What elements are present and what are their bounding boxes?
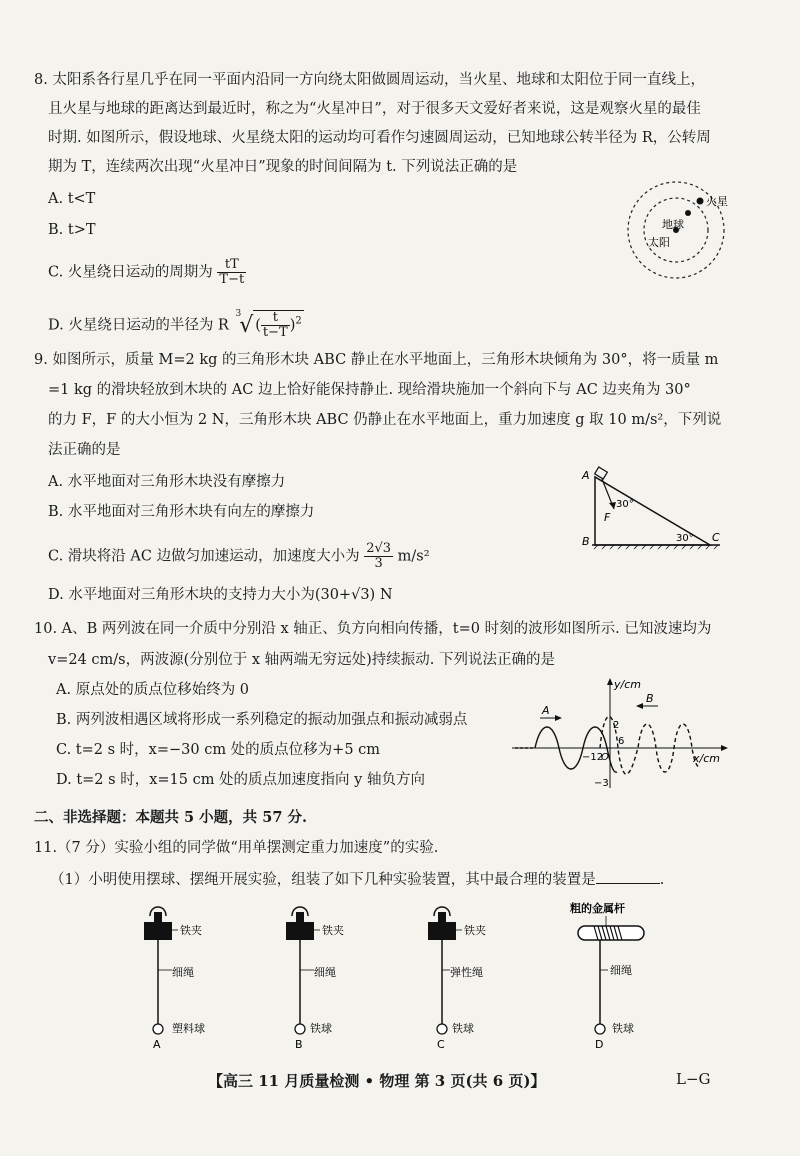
- iron-clamp: [286, 922, 314, 940]
- q8-d-power: 2: [295, 315, 302, 327]
- q9-option-c-num: 2√3: [366, 541, 392, 556]
- wave-b-arrow-head: [636, 703, 643, 709]
- apparatus-c: [404, 900, 514, 1050]
- q9-option-c-den: 3: [374, 556, 383, 571]
- q8-option-d: [48, 310, 304, 340]
- wave-a-label: A: [542, 704, 550, 717]
- mars-label: 火星: [706, 195, 728, 208]
- q8-option-c-den: T−t: [219, 272, 245, 287]
- apparatus-d: [560, 900, 690, 1050]
- q8-line-2: 且火星与地球的距离达到最近时，称之为“火星冲日”，对于很多天文爱好者来说，这是观察火星的最佳: [48, 101, 701, 117]
- apparatus-b: [262, 900, 372, 1050]
- iron-clamp: [428, 922, 456, 940]
- force-f-label: F: [604, 511, 611, 524]
- tick-y-2: 2: [613, 720, 620, 731]
- q9-option-a: A. 水平地面对三角形木块没有摩擦力: [48, 474, 286, 490]
- apparatus-label: B: [295, 1038, 303, 1050]
- pendulum-ball: [437, 1024, 447, 1034]
- section-2-heading: 二、非选择题：本题共 5 小题，共 57 分.: [34, 809, 308, 826]
- q10-line-1: 10. A、B 两列波在同一介质中分别沿 x 轴正、负方向相向传播，t=0 时刻的波形如图所示. 已知波速均为: [34, 621, 712, 637]
- rope-label: 细绳: [172, 966, 194, 979]
- q8-option-c: [48, 258, 246, 287]
- force-arrow-head: [609, 502, 616, 509]
- origin-label: O: [601, 752, 609, 763]
- vertex-a-label: A: [582, 469, 590, 482]
- q9-option-c: [48, 542, 430, 571]
- ball-label: 铁球: [612, 1022, 634, 1035]
- ball-label: 塑料球: [172, 1022, 205, 1035]
- rod-label: 粗的金属杆: [570, 902, 625, 915]
- radical-sign-icon: √: [239, 312, 254, 338]
- clamp-spring: [438, 912, 446, 922]
- q10-option-c: C. t=2 s 时，x=−30 cm 处的质点位移为+5 cm: [56, 742, 381, 758]
- sun-label: 太阳: [648, 236, 670, 249]
- q8-d-num: t: [261, 311, 290, 326]
- tick-x-6: 6: [618, 736, 625, 747]
- q8-option-d-text: D. 火星绕日运动的半径为 R: [48, 317, 229, 334]
- q8-option-c-text: C. 火星绕日运动的周期为: [48, 264, 213, 281]
- answer-blank[interactable]: [596, 869, 660, 884]
- q9-line-2: =1 kg 的滑块轻放到木块的 AC 边上恰好能保持静止. 现给滑块施加一个斜向下与 AC 边夹角为 30°: [48, 382, 691, 398]
- pendulum-ball: [595, 1024, 605, 1034]
- vertex-b-label: B: [582, 535, 590, 548]
- q9-line-3: 的力 F，F 的大小恒为 2 N，三角形木块 ABC 仍静止在水平地面上，重力加速度 g 取 10 m/s²，下列说: [48, 412, 722, 428]
- ball-label: 铁球: [310, 1022, 332, 1035]
- q8-option-c-num: tT: [217, 258, 246, 273]
- apparatus-label: D: [595, 1038, 604, 1050]
- clamp-spring: [154, 912, 162, 922]
- q9-option-b: B. 水平地面对三角形木块有向左的摩擦力: [48, 504, 315, 520]
- apparatus-a: [120, 900, 230, 1050]
- rope-label: 细绳: [610, 964, 632, 977]
- wave-diagram: [510, 676, 735, 791]
- q9-line-4: 法正确的是: [48, 442, 121, 458]
- q11-line-2-text: （1）小明使用摆球、摆绳开展实验，组装了如下几种实验装置，其中最合理的装置是: [50, 872, 596, 888]
- q8-root-index: 3: [235, 308, 242, 319]
- q11-line-2: [50, 869, 664, 890]
- clamp-label: 铁夹: [180, 924, 202, 937]
- tick-x-neg12: −12: [582, 752, 604, 763]
- wave-a: [535, 727, 617, 772]
- q8-d-den: t−T: [262, 325, 288, 340]
- q9-option-c-fraction: [364, 542, 393, 571]
- x-axis-label: x/cm: [693, 752, 720, 765]
- earth-label: 地球: [662, 218, 684, 231]
- iron-clamp: [144, 922, 172, 940]
- rope-label: 细绳: [314, 966, 336, 979]
- clamp-label: 铁夹: [464, 924, 486, 937]
- y-axis-arrow: [607, 678, 613, 685]
- q10-option-d: D. t=2 s 时，x=15 cm 处的质点加速度指向 y 轴负方向: [56, 772, 425, 788]
- q9-line-1: 9. 如图所示，质量 M=2 kg 的三角形木块 ABC 静止在水平地面上，三角形木块倾角为 30°，将一质量 m: [34, 352, 719, 368]
- q9-option-d: D. 水平地面对三角形木块的支持力大小为(30+√3) N: [48, 587, 393, 603]
- tick-y-neg3: −3: [594, 778, 609, 789]
- mars-dot: [697, 198, 704, 205]
- q8-line-4: 期为 T，连续两次出现“火星冲日”现象的时间间隔为 t. 下列说法正确的是: [48, 159, 518, 175]
- wave-a-arrow-head: [555, 715, 562, 721]
- q10-line-2: v=24 cm/s，两波源(分别位于 x 轴两端无穷远处)持续振动. 下列说法正确的是: [48, 652, 556, 668]
- q10-option-b: B. 两列波相遇区域将形成一系列稳定的振动加强点和振动减弱点: [56, 712, 468, 728]
- pendulum-ball: [295, 1024, 305, 1034]
- q8-line-3: 时期. 如图所示，假设地球、火星绕太阳的运动均可看作匀速圆周运动，已知地球公转半径为 R，公转周: [48, 130, 711, 146]
- q8-radicand: ( $\frac{t}{t-T}$ )$^2$: [255, 310, 302, 340]
- q8-option-a: A. t<T: [48, 191, 96, 207]
- page-footer: 【高三 11 月质量检测 • 物理 第 3 页(共 6 页)】: [208, 1072, 546, 1090]
- angle-label-force: 30°: [616, 499, 634, 510]
- paper-code: L−G: [676, 1070, 711, 1088]
- ball-label: 铁球: [452, 1022, 474, 1035]
- q11-line-2-end: .: [659, 872, 665, 888]
- earth-dot: [685, 210, 691, 216]
- q8-option-b: B. t>T: [48, 222, 96, 238]
- y-axis-label: y/cm: [614, 678, 641, 691]
- orbit-diagram: [610, 180, 740, 280]
- apparatus-label: A: [153, 1038, 161, 1050]
- q9-option-c-text: C. 滑块将沿 AC 边做匀加速运动，加速度大小为: [48, 548, 360, 565]
- wave-b-label: B: [646, 692, 654, 705]
- q9-option-c-unit: m/s²: [397, 548, 430, 565]
- angle-label-incline: 30°: [676, 533, 694, 544]
- pendulum-ball: [153, 1024, 163, 1034]
- incline-diagram: [570, 465, 730, 555]
- clamp-label: 铁夹: [322, 924, 344, 937]
- x-axis-arrow: [721, 745, 728, 751]
- rope-label: 弹性绳: [450, 966, 483, 979]
- q8-line-1: 8. 太阳系各行星几乎在同一平面内沿同一方向绕太阳做圆周运动，当火星、地球和太阳位于同一直线上，: [34, 72, 705, 88]
- apparatus-label: C: [437, 1038, 445, 1050]
- vertex-c-label: C: [712, 531, 720, 544]
- clamp-spring: [296, 912, 304, 922]
- q11-line-1: 11.（7 分）实验小组的同学做“用单摆测定重力加速度”的实验.: [34, 840, 439, 856]
- q8-option-c-fraction: [217, 258, 246, 287]
- q10-option-a: A. 原点处的质点位移始终为 0: [56, 682, 250, 698]
